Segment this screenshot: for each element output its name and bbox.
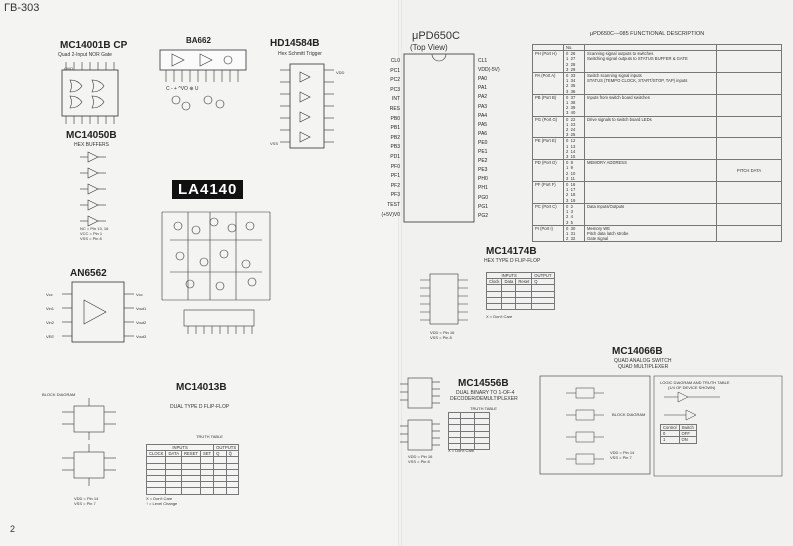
upd650-pin-right: PG1: [478, 203, 489, 210]
mc14174-h-clock: Clock: [487, 279, 502, 285]
an6562-pin-r4: Vout3: [136, 334, 147, 339]
mc14013-h-set: SET: [200, 451, 213, 457]
an6562-title: AN6562: [70, 268, 107, 279]
functional-port: PF (Port F): [533, 182, 564, 204]
upd650-pin-left: CL0: [390, 58, 400, 64]
mc14556-vdd: VDD = Pin 16: [408, 454, 433, 459]
mc14066-vss: VSS = Pin 7: [610, 455, 632, 460]
upd650-pin-left: PB0: [390, 115, 400, 122]
upd650-pin-right: PH1: [478, 185, 488, 192]
functional-port: PD (Port D): [533, 160, 564, 182]
functional-extra: PITCH DATA: [717, 160, 782, 182]
mc14066-truth-table: Control Switch 0 OFF 1 ON: [660, 424, 697, 444]
mc14066-block: BLOCK DIAGRAM: [612, 412, 646, 417]
mc14001-subtitle: Quad 2-Input NOR Gate: [58, 52, 112, 58]
mc14013-foot2: ↑ = Level Change: [146, 501, 178, 506]
functional-desc: Data Inputs/Outputs: [585, 203, 717, 225]
upd650-pin-left: PB2: [390, 134, 400, 141]
upd650-pin-left: INT: [391, 96, 400, 103]
la4140-title: LA4140: [172, 180, 243, 199]
mc14556-foot: X = Don't Care: [448, 448, 475, 453]
upd650-subtitle: (Top View): [410, 43, 448, 52]
mc14556-subtitle: DUAL BINARY TO 1-OF-4: [456, 390, 515, 396]
mc14013-subtitle: DUAL TYPE D FLIP-FLOP: [170, 404, 230, 410]
mc14013-vss: VSS = Pin 7: [74, 501, 96, 506]
upd650-pin-left: PD1: [390, 154, 400, 160]
hd14584-title: HD14584B: [270, 38, 320, 49]
mc14013-inputs: INPUTS: [147, 445, 214, 451]
mc14174-output: OUTPUT: [532, 273, 554, 279]
mc14013-h-reset: RESET: [181, 451, 200, 457]
mc14066-h-control: Control: [661, 425, 680, 431]
upd650-pin-right: PE2: [478, 158, 488, 165]
mc14066-off: OFF: [679, 431, 696, 437]
functional-desc: Drive signals to switch board LEDs: [585, 116, 717, 138]
mc14013-block: BLOCK DIAGRAM: [42, 392, 76, 397]
an6562-pin-r3: Vout2: [136, 320, 147, 325]
upd650-pin-right: VDD(-5V): [478, 67, 500, 74]
mc14174-h-data: Data: [502, 279, 516, 285]
upd650-pin-left: PF2: [390, 182, 400, 189]
functional-pins: 0 22 1 23 2 24 3 25: [564, 116, 585, 138]
functional-pins: 0 37 1 38 2 39 3 40: [564, 94, 585, 116]
functional-desc: Memory WE Pitch data latch strobe Gate signal: [585, 225, 717, 242]
functional-pins: 0 8 1 9 2 10 3 11: [564, 160, 585, 182]
mc14174-inputs: INPUTS: [487, 273, 532, 279]
hd14584-subtitle: Hex Schmitt Trigger: [278, 51, 322, 57]
mc14174-vss: VSS = Pin 8: [430, 335, 452, 340]
an6562-pin-l3: Vin2: [46, 320, 54, 325]
functional-port: PH (Port H): [533, 51, 564, 73]
mc14066-vdd: VDD = Pin 14: [610, 450, 635, 455]
mc14066-on: ON: [679, 437, 696, 443]
upd650-pin-left: PF3: [390, 192, 400, 199]
an6562-pin-l1: Vcc: [46, 292, 53, 297]
upd650-pin-right: PE1: [478, 149, 488, 155]
functional-port: PC (Port C): [533, 203, 564, 225]
hd14584-vss: VSS: [270, 141, 279, 146]
mc14013-outputs: OUTPUTS: [214, 445, 239, 451]
mc14174-h-reset: Reset: [516, 279, 532, 285]
functional-pins: 0 12 1 13 2 14 3 15: [564, 138, 585, 160]
upd650-pin-left: PB1: [390, 125, 400, 132]
mc14066-logic2: (1/4 OF DEVICE SHOWN): [668, 385, 716, 390]
functional-port: PB (Port B): [533, 94, 564, 116]
mc14050-note3: VSS = Pin 8: [80, 236, 102, 241]
mc14013-truth: TRUTH TABLE: [196, 434, 223, 439]
upd650-pin-left: PC1: [390, 67, 400, 74]
functional-pins: 0 16 1 17 2 18 3 19: [564, 182, 585, 204]
upd650-pin-right: PA1: [478, 85, 488, 92]
upd650-pin-right: PG2: [478, 212, 489, 219]
upd650-pin-right: PA5: [478, 121, 488, 128]
functional-port: PG (Port G): [533, 116, 564, 138]
an6562-pin-r2: Vout1: [136, 306, 147, 311]
an6562-pin-r1: Vcc: [136, 292, 143, 297]
mc14001-title: MC14001B CP: [60, 40, 128, 51]
functional-no-header: No.: [564, 45, 585, 51]
upd650-title: μPD650C: [412, 30, 460, 42]
functional-port: PA (Port A): [533, 73, 564, 95]
upd650-pin-right: PE0: [478, 139, 488, 146]
functional-desc: Switch scanning signal inputs STATUS (TEMPO CLOCK, START/STOP, TAP) inputs: [585, 73, 717, 95]
ba662-title: BA662: [186, 36, 211, 45]
mc14174-title: MC14174B: [486, 246, 537, 257]
upd650-pin-left: TEST: [387, 202, 400, 208]
upd650-pin-right: CL1: [478, 58, 488, 64]
upd650-pin-left: PC2: [390, 77, 400, 84]
upd650-pin-left: PB3: [390, 144, 400, 151]
upd650-pin-right: PA2: [478, 94, 488, 101]
mc14556-title: MC14556B: [458, 378, 509, 389]
mc14013-title: MC14013B: [176, 382, 227, 393]
mc14556-subtitle2: DECODER/DEMULTIPLEXER: [450, 396, 518, 402]
page-header: ΓB-303: [4, 2, 40, 14]
mc14013-h-qbar: Q̄: [226, 451, 239, 457]
upd650-pin-right: PA0: [478, 76, 488, 83]
functional-pins: 0 30 1 31 2 32: [564, 225, 585, 242]
upd650-pin-left: RES: [389, 106, 400, 112]
mc14174-subtitle: HEX TYPE D FLIP-FLOP: [484, 258, 541, 264]
upd650-pin-right: PH0: [478, 176, 488, 183]
functional-title: μPD650C—085 FUNCTIONAL DESCRIPTION: [590, 31, 705, 37]
mc14013-h-q: Q: [214, 451, 227, 457]
mc14001-gnd: GND: [64, 66, 73, 71]
mc14050-title: MC14050B: [66, 130, 117, 141]
upd650-pin-right: PA3: [478, 103, 488, 110]
upd650-pin-left: PC3: [390, 86, 400, 93]
functional-pins: 0 26 1 27 2 28 3 29: [564, 51, 585, 73]
upd650-pin-left: PF1: [390, 173, 400, 180]
mc14174-h-q: Q: [532, 279, 554, 285]
mc14050-note1: NC = Pin 13, 16: [80, 226, 109, 231]
functional-desc: Scanning signal outputs to switches Switching signal outputs to STATUS BUFFER & GATE: [585, 51, 717, 73]
upd650-pin-left: (+5V)V0: [381, 211, 400, 218]
upd650-pin-right: PG0: [478, 194, 489, 201]
mc14066-logic: LOGIC DIAGRAM AND TRUTH TABLE: [660, 380, 730, 385]
page-number: 2: [10, 524, 16, 534]
functional-desc: Inputs from switch board switches: [585, 94, 717, 116]
hd14584-vdd: VDD: [336, 70, 345, 75]
mc14050-subtitle: HEX BUFFERS: [74, 142, 110, 148]
an6562-pin-l4: VEE: [46, 334, 55, 339]
mc14066-subtitle: QUAD ANALOG SWITCH: [614, 358, 672, 364]
mc14050-note2: VCC = Pin 1: [80, 231, 103, 236]
mc14066-title: MC14066B: [612, 346, 663, 357]
mc14066-subtitle2: QUAD MULTIPLEXER: [618, 364, 669, 370]
upd650-pin-left: PF0: [390, 163, 400, 170]
svg-text:C - + ^VO ⊕ U: C - + ^VO ⊕ U: [166, 86, 199, 92]
mc14556-truth: TRUTH TABLE: [470, 406, 497, 411]
an6562-pin-l2: Vin1: [46, 306, 54, 311]
functional-pins: 0 2 1 3 2 4 3 5: [564, 203, 585, 225]
functional-pins: 0 33 1 34 2 35 3 36: [564, 73, 585, 95]
mc14013-foot1: X = Don't Care: [146, 496, 173, 501]
mc14174-vdd: VDD = Pin 16: [430, 330, 455, 335]
mc14013-h-clock: CLOCK: [147, 451, 166, 457]
mc14556-vss: VSS = Pin 8: [408, 459, 430, 464]
mc14174-foot: X = Don't Care: [486, 314, 513, 319]
mc14013-h-data: DATA: [166, 451, 182, 457]
upd650-pin-right: PA4: [478, 112, 488, 119]
mc14013-vdd: VDD = Pin 14: [74, 496, 99, 501]
upd650-pin-right: PA6: [478, 130, 488, 137]
functional-port: PE (Port E): [533, 138, 564, 160]
functional-port: PI (Port I): [533, 225, 564, 242]
mc14066-h-switch: Switch: [679, 425, 696, 431]
functional-desc: MEMORY ADDRESS: [585, 160, 717, 182]
upd650-pin-right: PE3: [478, 167, 488, 174]
